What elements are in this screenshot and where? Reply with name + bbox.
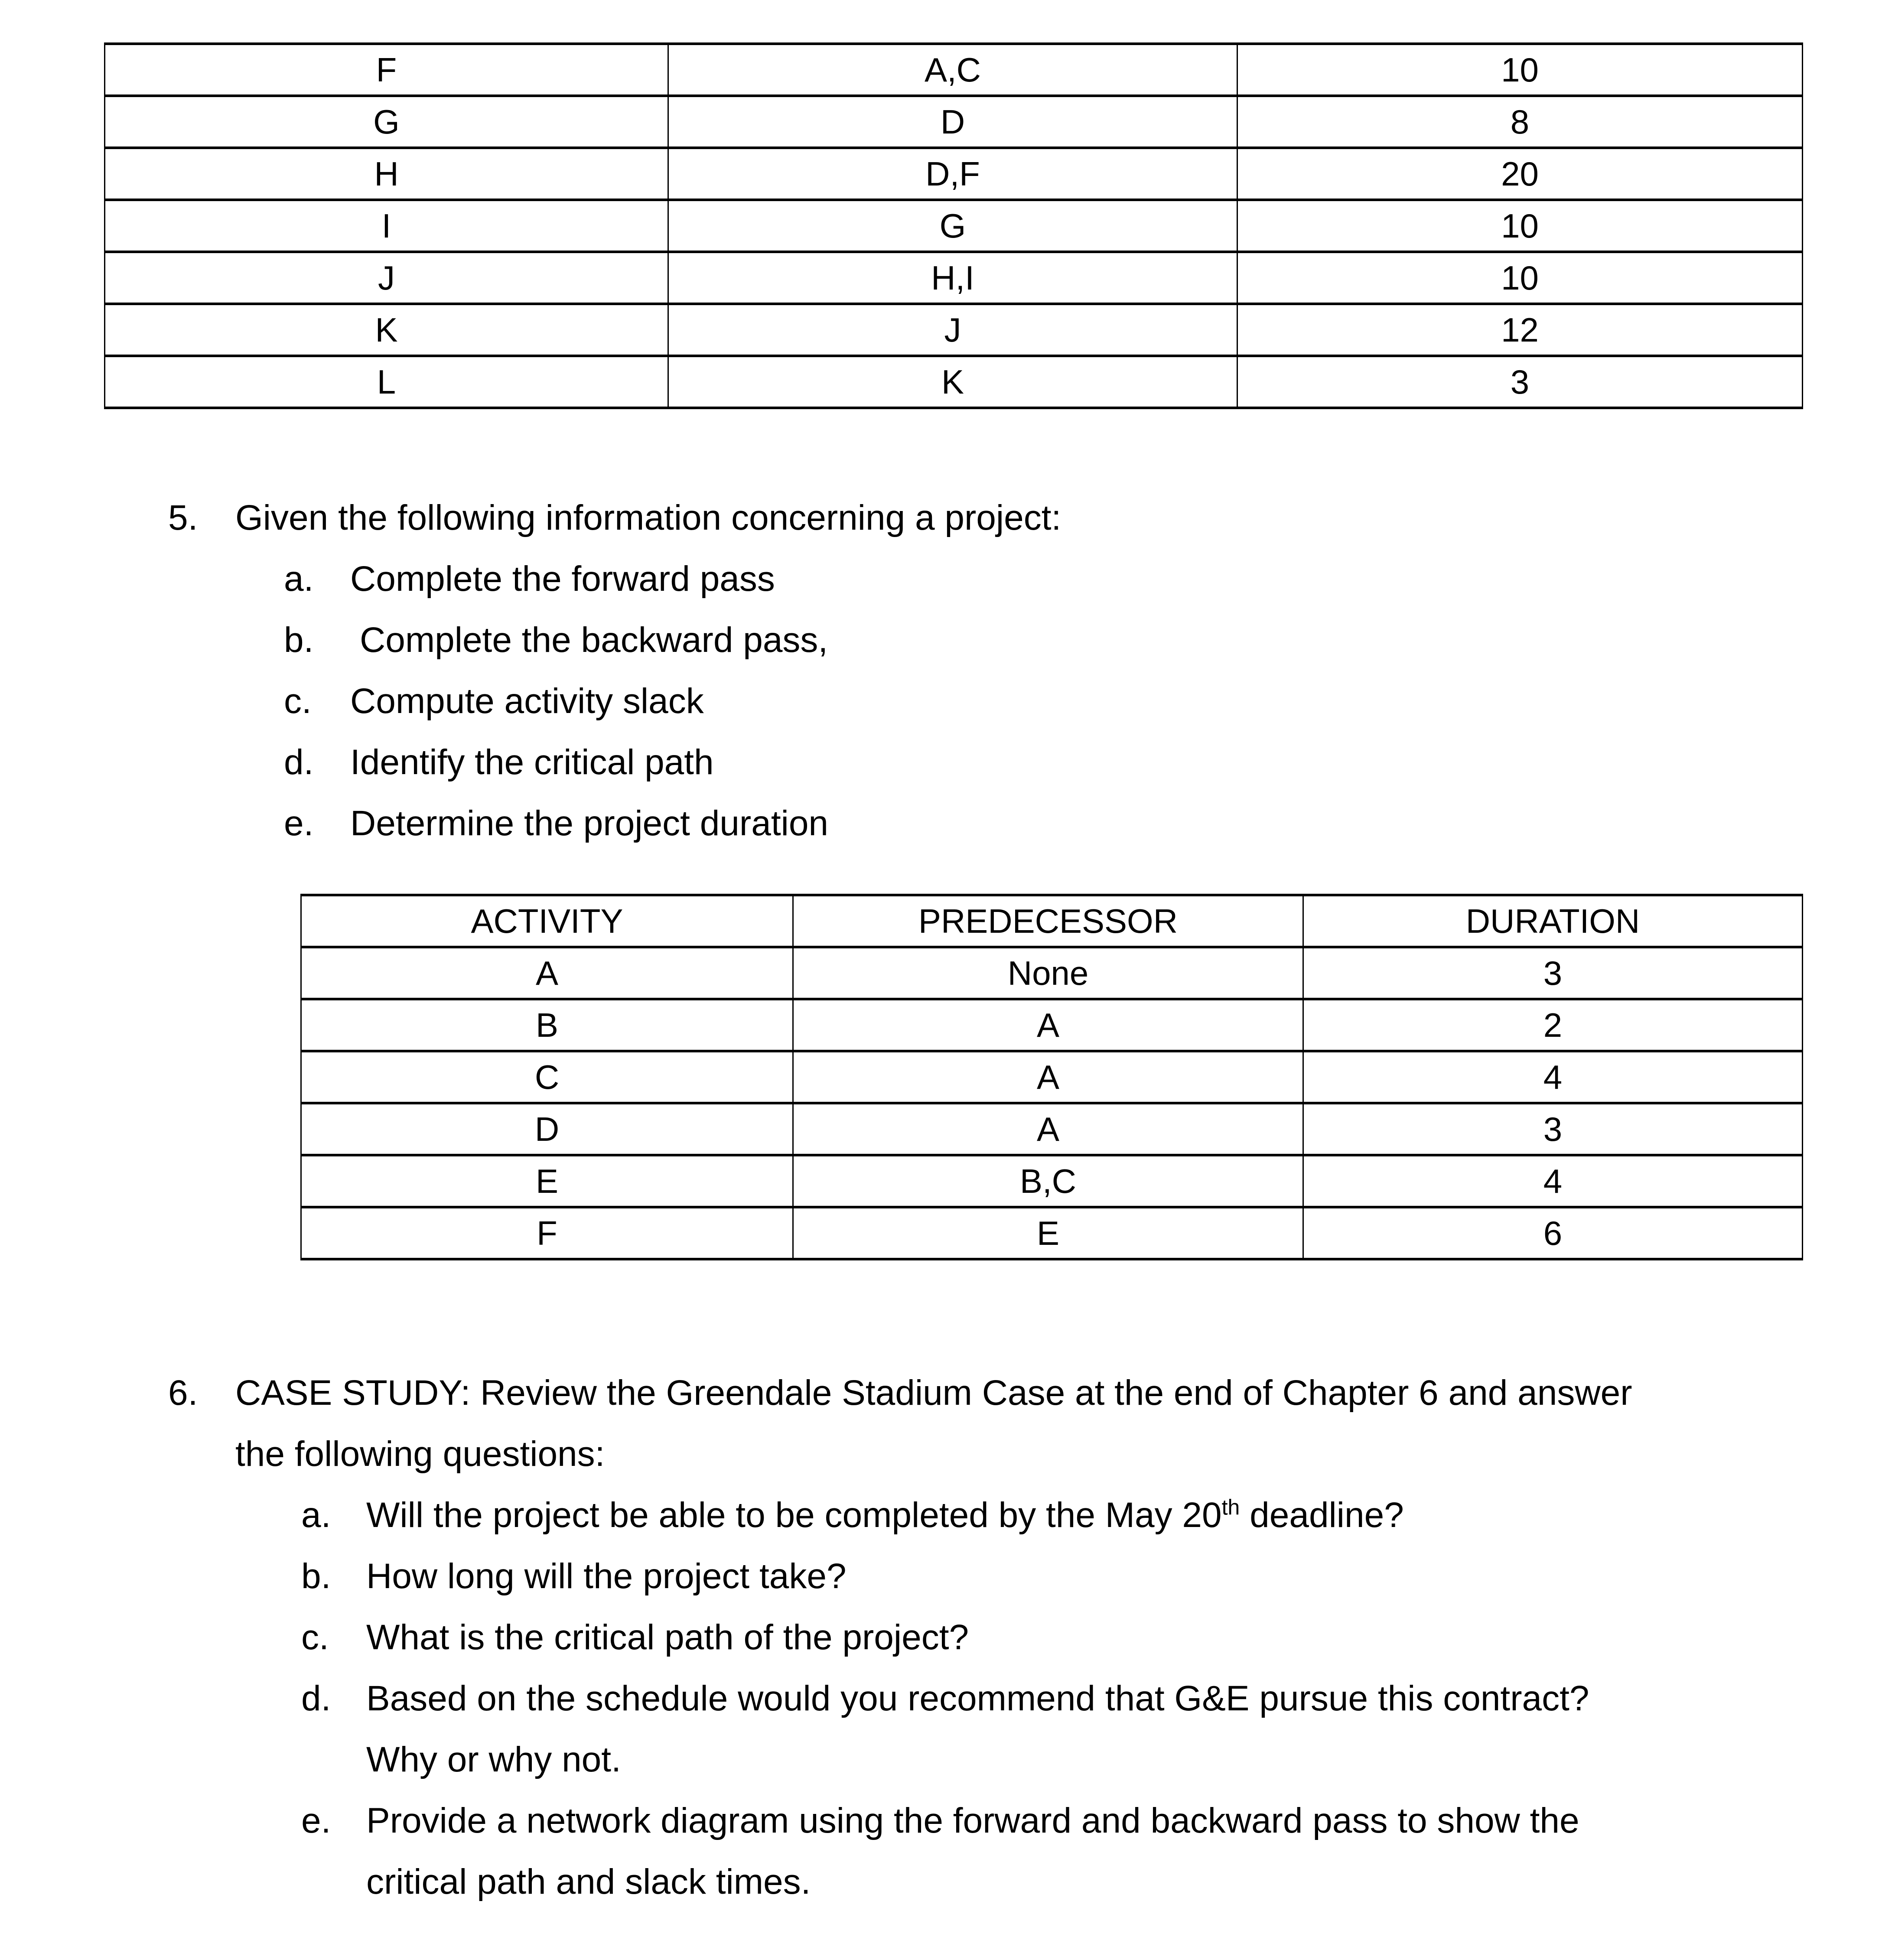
item-text: Based on the schedule would you recommend that G&E pursue this contract? xyxy=(366,1679,1589,1718)
table-row xyxy=(105,200,1803,252)
item-text-continued: Why or why not. xyxy=(366,1740,621,1779)
activity-cell: F xyxy=(105,44,668,96)
table-row xyxy=(105,44,1803,96)
item-text: Provide a network diagram using the forward and backward pass to show the xyxy=(366,1801,1579,1840)
precedence-table-continued xyxy=(104,42,1803,409)
header-duration: DURATION xyxy=(1303,895,1803,947)
header-activity: ACTIVITY xyxy=(301,895,793,947)
predecessor-cell: B,C xyxy=(793,1155,1303,1207)
question-text-continued: the following questions: xyxy=(235,1434,605,1474)
activity-cell: K xyxy=(105,304,668,356)
duration-cell: 10 xyxy=(1237,200,1803,252)
activity-cell: H xyxy=(105,148,668,200)
activity-cell: F xyxy=(301,1207,793,1259)
activity-cell: B xyxy=(301,999,793,1051)
duration-cell: 3 xyxy=(1237,356,1803,408)
table-row xyxy=(301,947,1803,999)
duration-cell: 20 xyxy=(1237,148,1803,200)
item-label: c. xyxy=(301,1618,329,1657)
table-row xyxy=(301,999,1803,1051)
predecessor-cell: K xyxy=(668,356,1237,408)
table-header-row xyxy=(301,895,1803,947)
activity-cell: L xyxy=(105,356,668,408)
predecessor-cell: G xyxy=(668,200,1237,252)
predecessor-cell: J xyxy=(668,304,1237,356)
activity-cell: D xyxy=(301,1103,793,1155)
item-text-tail: deadline? xyxy=(1240,1495,1404,1535)
predecessor-cell: A xyxy=(793,1051,1303,1103)
item-label: d. xyxy=(301,1679,331,1718)
predecessor-cell: A,C xyxy=(668,44,1237,96)
duration-cell: 10 xyxy=(1237,44,1803,96)
question-number: 5. xyxy=(168,498,198,537)
activity-cell: G xyxy=(105,96,668,148)
table-row xyxy=(301,1155,1803,1207)
duration-cell: 8 xyxy=(1237,96,1803,148)
item-label: a. xyxy=(301,1495,331,1535)
item-text: Complete the backward pass, xyxy=(360,620,828,660)
duration-cell: 3 xyxy=(1303,947,1803,999)
predecessor-cell: A xyxy=(793,999,1303,1051)
activity-cell: I xyxy=(105,200,668,252)
table-row xyxy=(105,148,1803,200)
table-row xyxy=(105,96,1803,148)
activity-cell: C xyxy=(301,1051,793,1103)
duration-cell: 10 xyxy=(1237,252,1803,304)
header-predecessor: PREDECESSOR xyxy=(793,895,1303,947)
predecessor-cell: E xyxy=(793,1207,1303,1259)
table-row xyxy=(301,1207,1803,1259)
item-label: e. xyxy=(284,804,314,843)
item-label: a. xyxy=(284,559,314,599)
item-text: Identify the critical path xyxy=(350,742,714,782)
item-text xyxy=(366,1485,1404,1546)
activity-cell: E xyxy=(301,1155,793,1207)
duration-cell: 6 xyxy=(1303,1207,1803,1259)
table-row xyxy=(301,1051,1803,1103)
table-row xyxy=(301,1103,1803,1155)
ordinal-suffix: th xyxy=(1221,1495,1240,1520)
item-label: c. xyxy=(284,681,312,721)
duration-cell: 12 xyxy=(1237,304,1803,356)
question-text: Given the following information concerning a project: xyxy=(235,498,1061,537)
item-text-main: Will the project be able to be completed by the May 20 xyxy=(366,1495,1222,1535)
item-label: e. xyxy=(301,1801,331,1840)
duration-cell: 4 xyxy=(1303,1051,1803,1103)
table-row xyxy=(105,304,1803,356)
table-row xyxy=(105,252,1803,304)
item-label: b. xyxy=(301,1556,331,1596)
question-text: CASE STUDY: Review the Greendale Stadium Case at the end of Chapter 6 and answer xyxy=(235,1373,1632,1413)
predecessor-cell: A xyxy=(793,1103,1303,1155)
item-label: b. xyxy=(284,620,314,660)
table-row xyxy=(105,356,1803,408)
predecessor-cell: H,I xyxy=(668,252,1237,304)
duration-cell: 2 xyxy=(1303,999,1803,1051)
activity-cell: J xyxy=(105,252,668,304)
item-text: What is the critical path of the project? xyxy=(366,1618,969,1657)
item-label: d. xyxy=(284,742,314,782)
item-text: How long will the project take? xyxy=(366,1556,847,1596)
activity-cell: A xyxy=(301,947,793,999)
activity-table xyxy=(300,894,1803,1260)
item-text: Complete the forward pass xyxy=(350,559,775,599)
item-text: Compute activity slack xyxy=(350,681,704,721)
predecessor-cell: None xyxy=(793,947,1303,999)
question-number: 6. xyxy=(168,1373,198,1413)
item-text: Determine the project duration xyxy=(350,804,829,843)
predecessor-cell: D xyxy=(668,96,1237,148)
item-text-continued: critical path and slack times. xyxy=(366,1862,811,1901)
predecessor-cell: D,F xyxy=(668,148,1237,200)
duration-cell: 3 xyxy=(1303,1103,1803,1155)
duration-cell: 4 xyxy=(1303,1155,1803,1207)
